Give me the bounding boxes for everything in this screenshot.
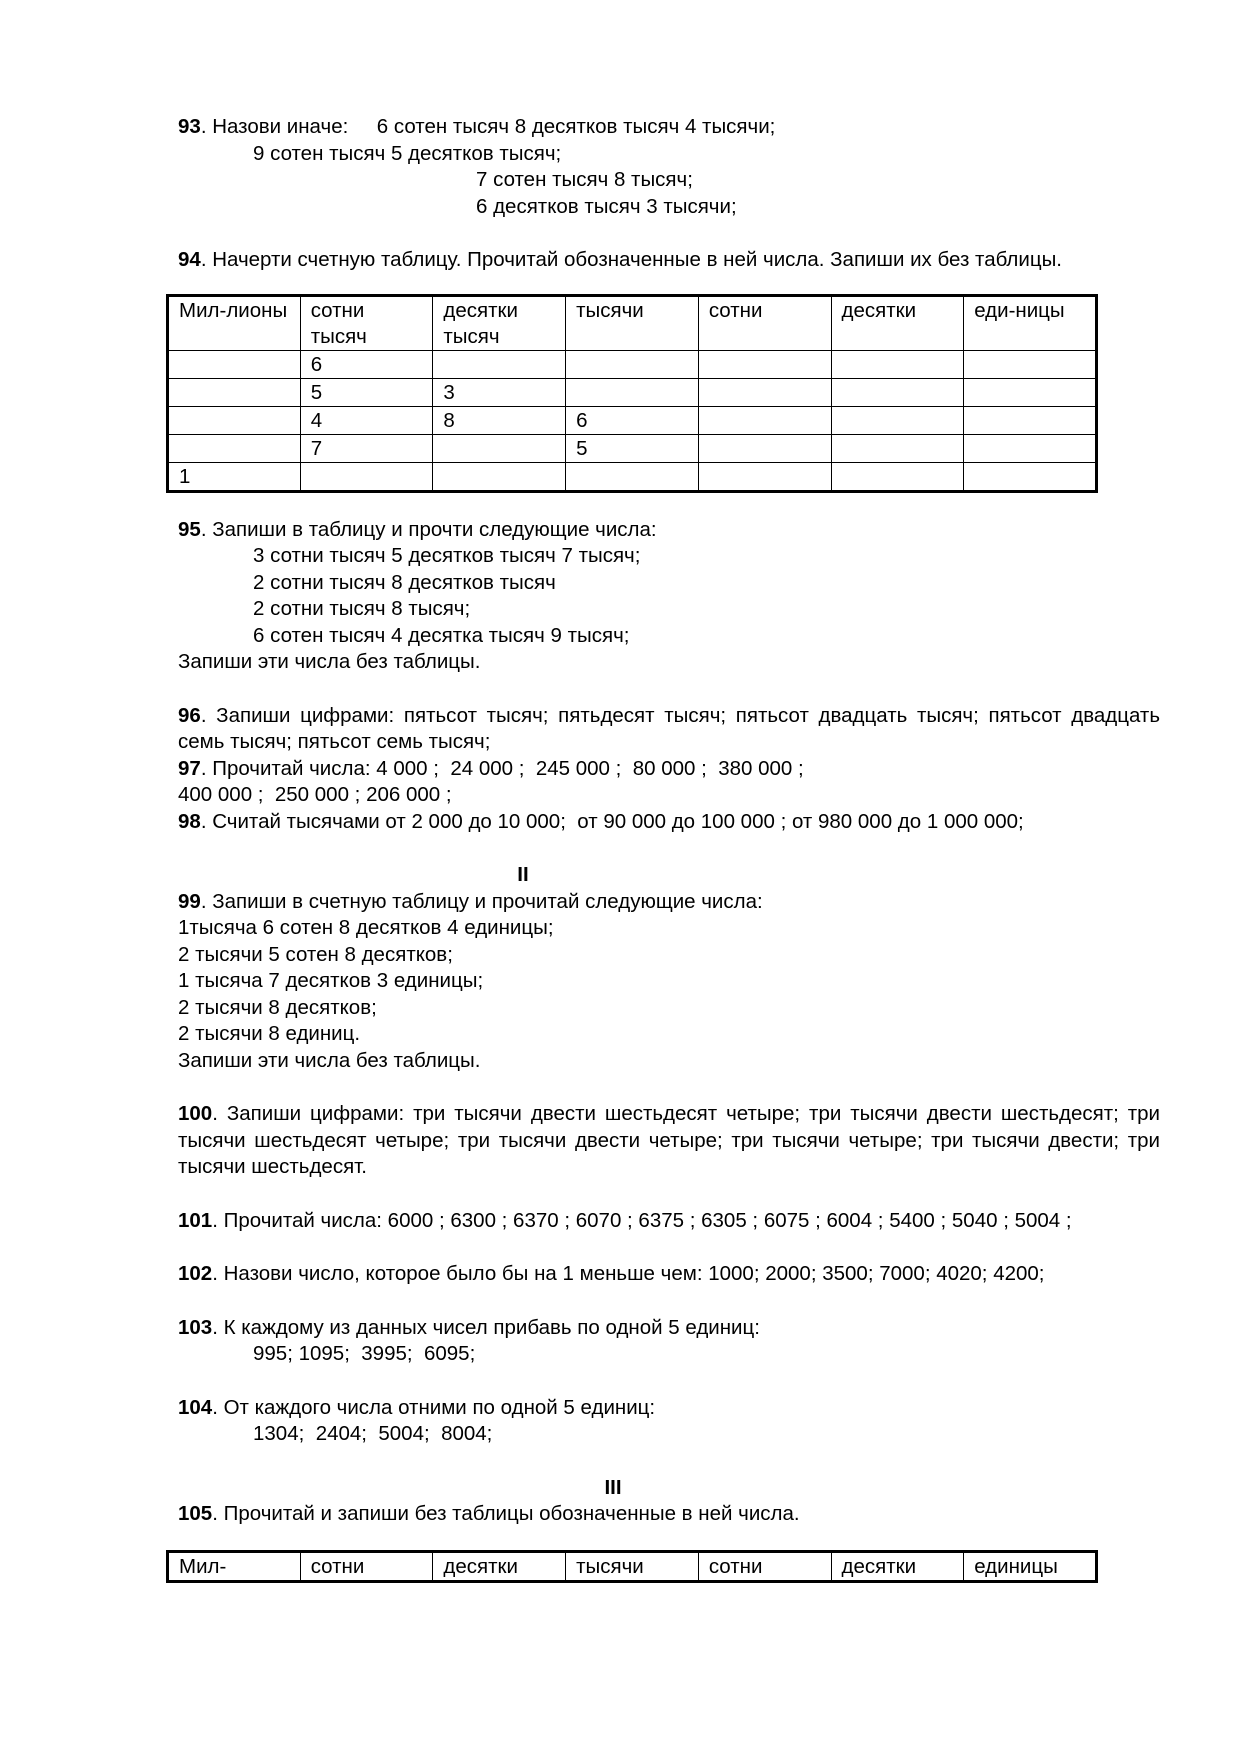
exercise-number: 101	[178, 1208, 213, 1232]
table-cell	[168, 378, 301, 406]
exercise-number: 96	[178, 703, 201, 727]
table-cell: 6	[566, 406, 699, 434]
table-cell	[698, 462, 831, 491]
table-row	[168, 434, 1097, 462]
table-cell	[831, 378, 964, 406]
list-item: 3 сотни тысяч 5 десятков тысяч 7 тысяч;	[253, 544, 641, 567]
exercise-105	[178, 1501, 1160, 1528]
table-cell	[964, 378, 1097, 406]
exercise-text: . Назови иначе: 6 сотен тысяч 8 десятков тысяч 4 тысячи;	[200, 115, 776, 138]
table-header-row	[168, 1551, 1097, 1581]
list-item: 1 тысяча 7 десятков 3 единицы;	[178, 969, 484, 992]
table-header-cell: десятки	[433, 1551, 566, 1581]
table-cell: 5	[566, 434, 699, 462]
exercise-text: . К каждому из данных чисел прибавь по одной 5 единиц:	[212, 1315, 760, 1339]
table-cell: 8	[433, 406, 566, 434]
exercise-text: . Запиши цифрами: три тысячи двести шестьдесят четыре; три тысячи двести шестьдесят; три тысячи шестьдесят четыре; три тысячи двести четыре; три тысячи четыре; три тысячи двести; три тысячи шестьдесят.	[178, 1102, 1160, 1178]
exercise-footer: Запиши эти числа без таблицы.	[178, 1048, 481, 1072]
exercise-98	[178, 809, 1160, 836]
table-header-cell: Мил-	[168, 1551, 301, 1581]
table-cell: 5	[300, 378, 433, 406]
table-header-cell: десятки	[831, 1551, 964, 1581]
exercise-99	[178, 889, 1160, 916]
list-item: 2 сотни тысяч 8 десятков тысяч	[253, 570, 556, 594]
table-cell	[698, 434, 831, 462]
exercise-95	[178, 517, 1160, 544]
exercise-93-line: 6 десятков тысяч 3 тысячи;	[476, 194, 737, 218]
table-row	[168, 406, 1097, 434]
table-cell	[831, 462, 964, 491]
exercise-values: 995; 1095; 3995; 6095;	[253, 1342, 476, 1365]
section-heading: III	[604, 1475, 622, 1499]
table-header-cell: десятки тысяч	[433, 295, 566, 350]
table-cell	[831, 406, 964, 434]
exercise-number: 99	[178, 889, 201, 913]
list-item: 2 тысячи 8 единиц.	[178, 1022, 361, 1045]
table-cell	[566, 378, 699, 406]
table-header-cell: сотни	[698, 295, 831, 350]
exercise-text: . Прочитай числа: 6000 ; 6300 ; 6370 ; 6070 ; 6375 ; 6305 ; 6075 ; 6004 ; 5400 ; 5040 ; 5004 ;	[212, 1208, 1072, 1232]
exercise-number: 97	[178, 756, 201, 780]
exercise-103	[178, 1315, 1160, 1342]
exercise-number: 104	[178, 1395, 213, 1419]
table-cell	[831, 434, 964, 462]
table-cell	[168, 434, 301, 462]
exercise-93	[178, 114, 1160, 141]
exercise-96	[178, 703, 1160, 756]
exercise-values: 1304; 2404; 5004; 8004;	[253, 1422, 493, 1445]
exercise-text: . От каждого числа отними по одной 5 единиц:	[212, 1395, 656, 1419]
exercise-text: . Запиши в счетную таблицу и прочитай следующие числа:	[200, 889, 763, 913]
exercise-text: . Считай тысячами от 2 000 до 10 000; от 90 000 до 100 000 ; от 980 000 до 1 000 000;	[200, 809, 1024, 833]
table-header-cell: единицы	[964, 1551, 1097, 1581]
exercise-97-line: 400 000 ; 250 000 ; 206 000 ;	[178, 783, 452, 806]
table-cell	[831, 350, 964, 378]
list-item: 1тысяча 6 сотен 8 десятков 4 единицы;	[178, 916, 554, 939]
table-cell	[964, 462, 1097, 491]
section-heading: II	[517, 863, 529, 886]
exercise-text: . Запиши в таблицу и прочти следующие числа:	[200, 517, 657, 541]
table-cell	[168, 406, 301, 434]
exercise-number: 105	[178, 1502, 213, 1525]
list-item: 6 сотен тысяч 4 десятка тысяч 9 тысяч;	[253, 623, 630, 647]
table-cell	[566, 350, 699, 378]
exercise-100	[178, 1101, 1160, 1181]
exercise-97	[178, 756, 1160, 783]
table-header-cell: еди-ницы	[964, 295, 1097, 350]
table-header-cell: десятки	[831, 295, 964, 350]
exercise-number: 95	[178, 517, 201, 541]
table-row	[168, 462, 1097, 491]
table-cell	[964, 406, 1097, 434]
table-header-cell: сотни тысяч	[300, 295, 433, 350]
exercise-text: . Прочитай и запиши без таблицы обозначенные в ней числа.	[212, 1502, 800, 1525]
exercise-text: . Прочитай числа: 4 000 ; 24 000 ; 245 000 ; 80 000 ; 380 000 ;	[200, 756, 804, 780]
list-item: 2 тысячи 8 десятков;	[178, 995, 377, 1019]
list-item: 2 тысячи 5 сотен 8 десятков;	[178, 942, 453, 966]
exercise-text: . Назови число, которое было бы на 1 меньше чем: 1000; 2000; 3500; 7000; 4020; 4200;	[212, 1262, 1045, 1285]
table-header-cell: Мил-лионы	[168, 295, 301, 350]
table-row	[168, 378, 1097, 406]
table-cell	[566, 462, 699, 491]
exercise-number: 93	[178, 115, 201, 138]
exercise-104	[178, 1395, 1160, 1422]
table-header-cell: тысячи	[566, 1551, 699, 1581]
table-header-cell: тысячи	[566, 295, 699, 350]
table-cell	[433, 462, 566, 491]
exercise-number: 98	[178, 809, 201, 833]
table-row	[168, 350, 1097, 378]
exercise-94	[178, 247, 1160, 274]
exercise-number: 100	[178, 1102, 213, 1125]
table-cell	[168, 350, 301, 378]
table-cell	[433, 434, 566, 462]
list-item: 2 сотни тысяч 8 тысяч;	[253, 597, 471, 620]
exercise-number: 102	[178, 1262, 213, 1285]
worksheet-page	[178, 114, 1160, 1583]
exercise-93-line: 9 сотен тысяч 5 десятков тысяч;	[253, 141, 562, 165]
table-cell	[433, 350, 566, 378]
table-cell	[698, 350, 831, 378]
table-cell	[964, 350, 1097, 378]
table-cell: 3	[433, 378, 566, 406]
exercise-number: 94	[178, 248, 201, 271]
table-cell	[964, 434, 1097, 462]
table-cell	[698, 378, 831, 406]
counting-table-partial	[166, 1550, 1098, 1583]
table-cell: 7	[300, 434, 433, 462]
exercise-93-line: 7 сотен тысяч 8 тысяч;	[476, 168, 693, 191]
table-cell	[300, 462, 433, 491]
exercise-102	[178, 1261, 1160, 1288]
table-cell	[698, 406, 831, 434]
table-cell: 4	[300, 406, 433, 434]
exercise-101	[178, 1208, 1160, 1235]
exercise-text: . Начерти счетную таблицу. Прочитай обозначенные в ней числа. Запиши их без таблицы.	[200, 248, 1063, 271]
table-header-cell: сотни	[300, 1551, 433, 1581]
table-header-row	[168, 295, 1097, 350]
exercise-text: . Запиши цифрами: пятьсот тысяч; пятьдесят тысяч; пятьсот двадцать тысяч; пятьсот двадцать семь тысяч; пятьсот семь тысяч;	[178, 703, 1160, 753]
exercise-number: 103	[178, 1315, 213, 1339]
counting-table	[166, 294, 1098, 493]
table-cell: 1	[168, 462, 301, 491]
table-header-cell: сотни	[698, 1551, 831, 1581]
exercise-footer: Запиши эти числа без таблицы.	[178, 650, 481, 673]
table-cell: 6	[300, 350, 433, 378]
